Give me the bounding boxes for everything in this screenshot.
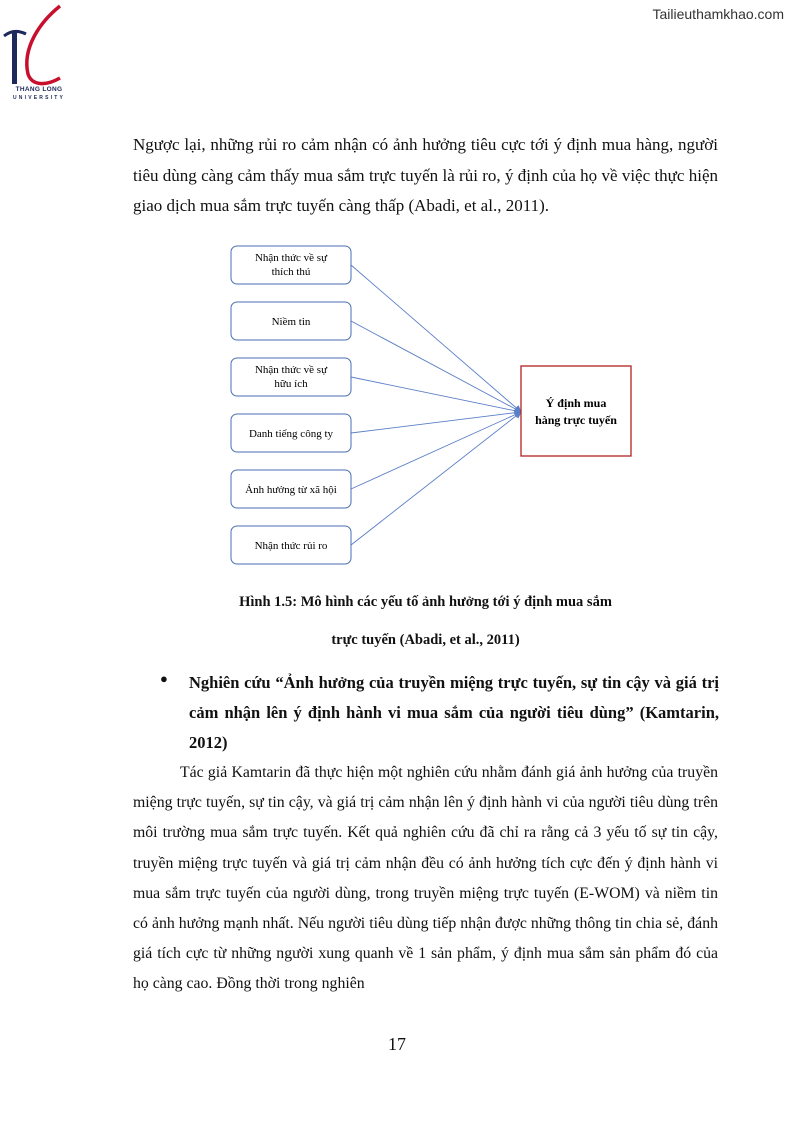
factor-label-line2: hữu ích (274, 378, 308, 390)
factor-label-line1: Nhận thức về sự (254, 364, 328, 376)
target-box (521, 366, 631, 456)
logo-line2: UNIVERSITY (12, 95, 65, 101)
factor-box (231, 470, 351, 508)
logo-mark-icon (0, 0, 78, 90)
figure-caption-line2: trực tuyến (Abadi, et al., 2011) (331, 632, 520, 648)
factor-box (231, 414, 351, 452)
arrow-line (351, 412, 521, 489)
arrow-line (351, 412, 521, 545)
watermark: Tailieuthamkhao.com (652, 6, 784, 22)
logo-line1: THANG LONG (15, 86, 63, 93)
bullet-text: Nghiên cứu “Ảnh hưởng của truyền miệng trực tuyến, sự tin cậy và giá trị cảm nhận lên ý định hành vi mua sắm của người tiêu dùng” (Kamtarin, 2012) (189, 673, 719, 752)
arrow-line (351, 321, 521, 412)
university-logo (0, 0, 78, 108)
target-line1: Ý định mua (545, 396, 607, 410)
arrow-line (351, 412, 521, 433)
arrow-line (351, 265, 521, 412)
target-line2: hàng trực tuyến (535, 413, 617, 427)
factor-label-line1: Nhận thức rủi ro (254, 540, 328, 552)
paragraph-1: Ngược lại, những rủi ro cảm nhận có ảnh hưởng tiêu cực tới ý định mua hàng, người tiêu dùng càng cảm thấy mua sắm trực tuyến là rủi ro, ý định của họ về việc thực hiện giao dịch mua sắm trực tuyến càng thấp (Abadi, et al., 2011). (133, 135, 718, 215)
paragraph-2: Tác giả Kamtarin đã thực hiện một nghiên cứu nhằm đánh giá ảnh hưởng của truyền miệng trực tuyến, sự tin cậy, và giá trị cảm nhận lên ý định hành vi của người tiêu dùng trên môi trường mua sắm trực tuyến. Kết quả nghiên cứu đã chỉ ra rằng cả 3 yếu tố sự tin cậy, truyền miệng trực tuyến và giá trị cảm nhận đều có ảnh hưởng tích cực đến ý định hành vi mua sắm trực tuyến của người dùng, trong truyền miệng trực tuyến (E-WOM) và niềm tin có ảnh hưởng mạnh nhất. Nếu người tiêu dùng tiếp nhận được những thông tin chia sẻ, đánh giá tích cực từ những người xung quanh về 1 sản phẩm, ý định mua sắm sản phẩm đó của họ càng cao. Đồng thời trong nghiên (133, 764, 718, 993)
page-number: 17 (388, 1034, 406, 1054)
bullet-icon: ● (160, 671, 168, 686)
factor-label-line1: Danh tiếng công ty (248, 428, 334, 440)
factor-label-line1: Nhận thức về sự (254, 252, 328, 264)
figure-caption-line1: Hình 1.5: Mô hình các yếu tố ảnh hưởng tới ý định mua sắm (239, 594, 612, 610)
factor-diagram (225, 240, 645, 570)
factor-box (231, 302, 351, 340)
factor-label-line1: Niềm tin (271, 316, 311, 328)
factor-box (231, 246, 351, 284)
factor-label-line1: Ảnh hưởng từ xã hội (245, 484, 337, 496)
factor-box (231, 526, 351, 564)
factor-box (231, 358, 351, 396)
factor-label-line2: thích thú (271, 266, 311, 278)
arrow-line (351, 377, 521, 412)
